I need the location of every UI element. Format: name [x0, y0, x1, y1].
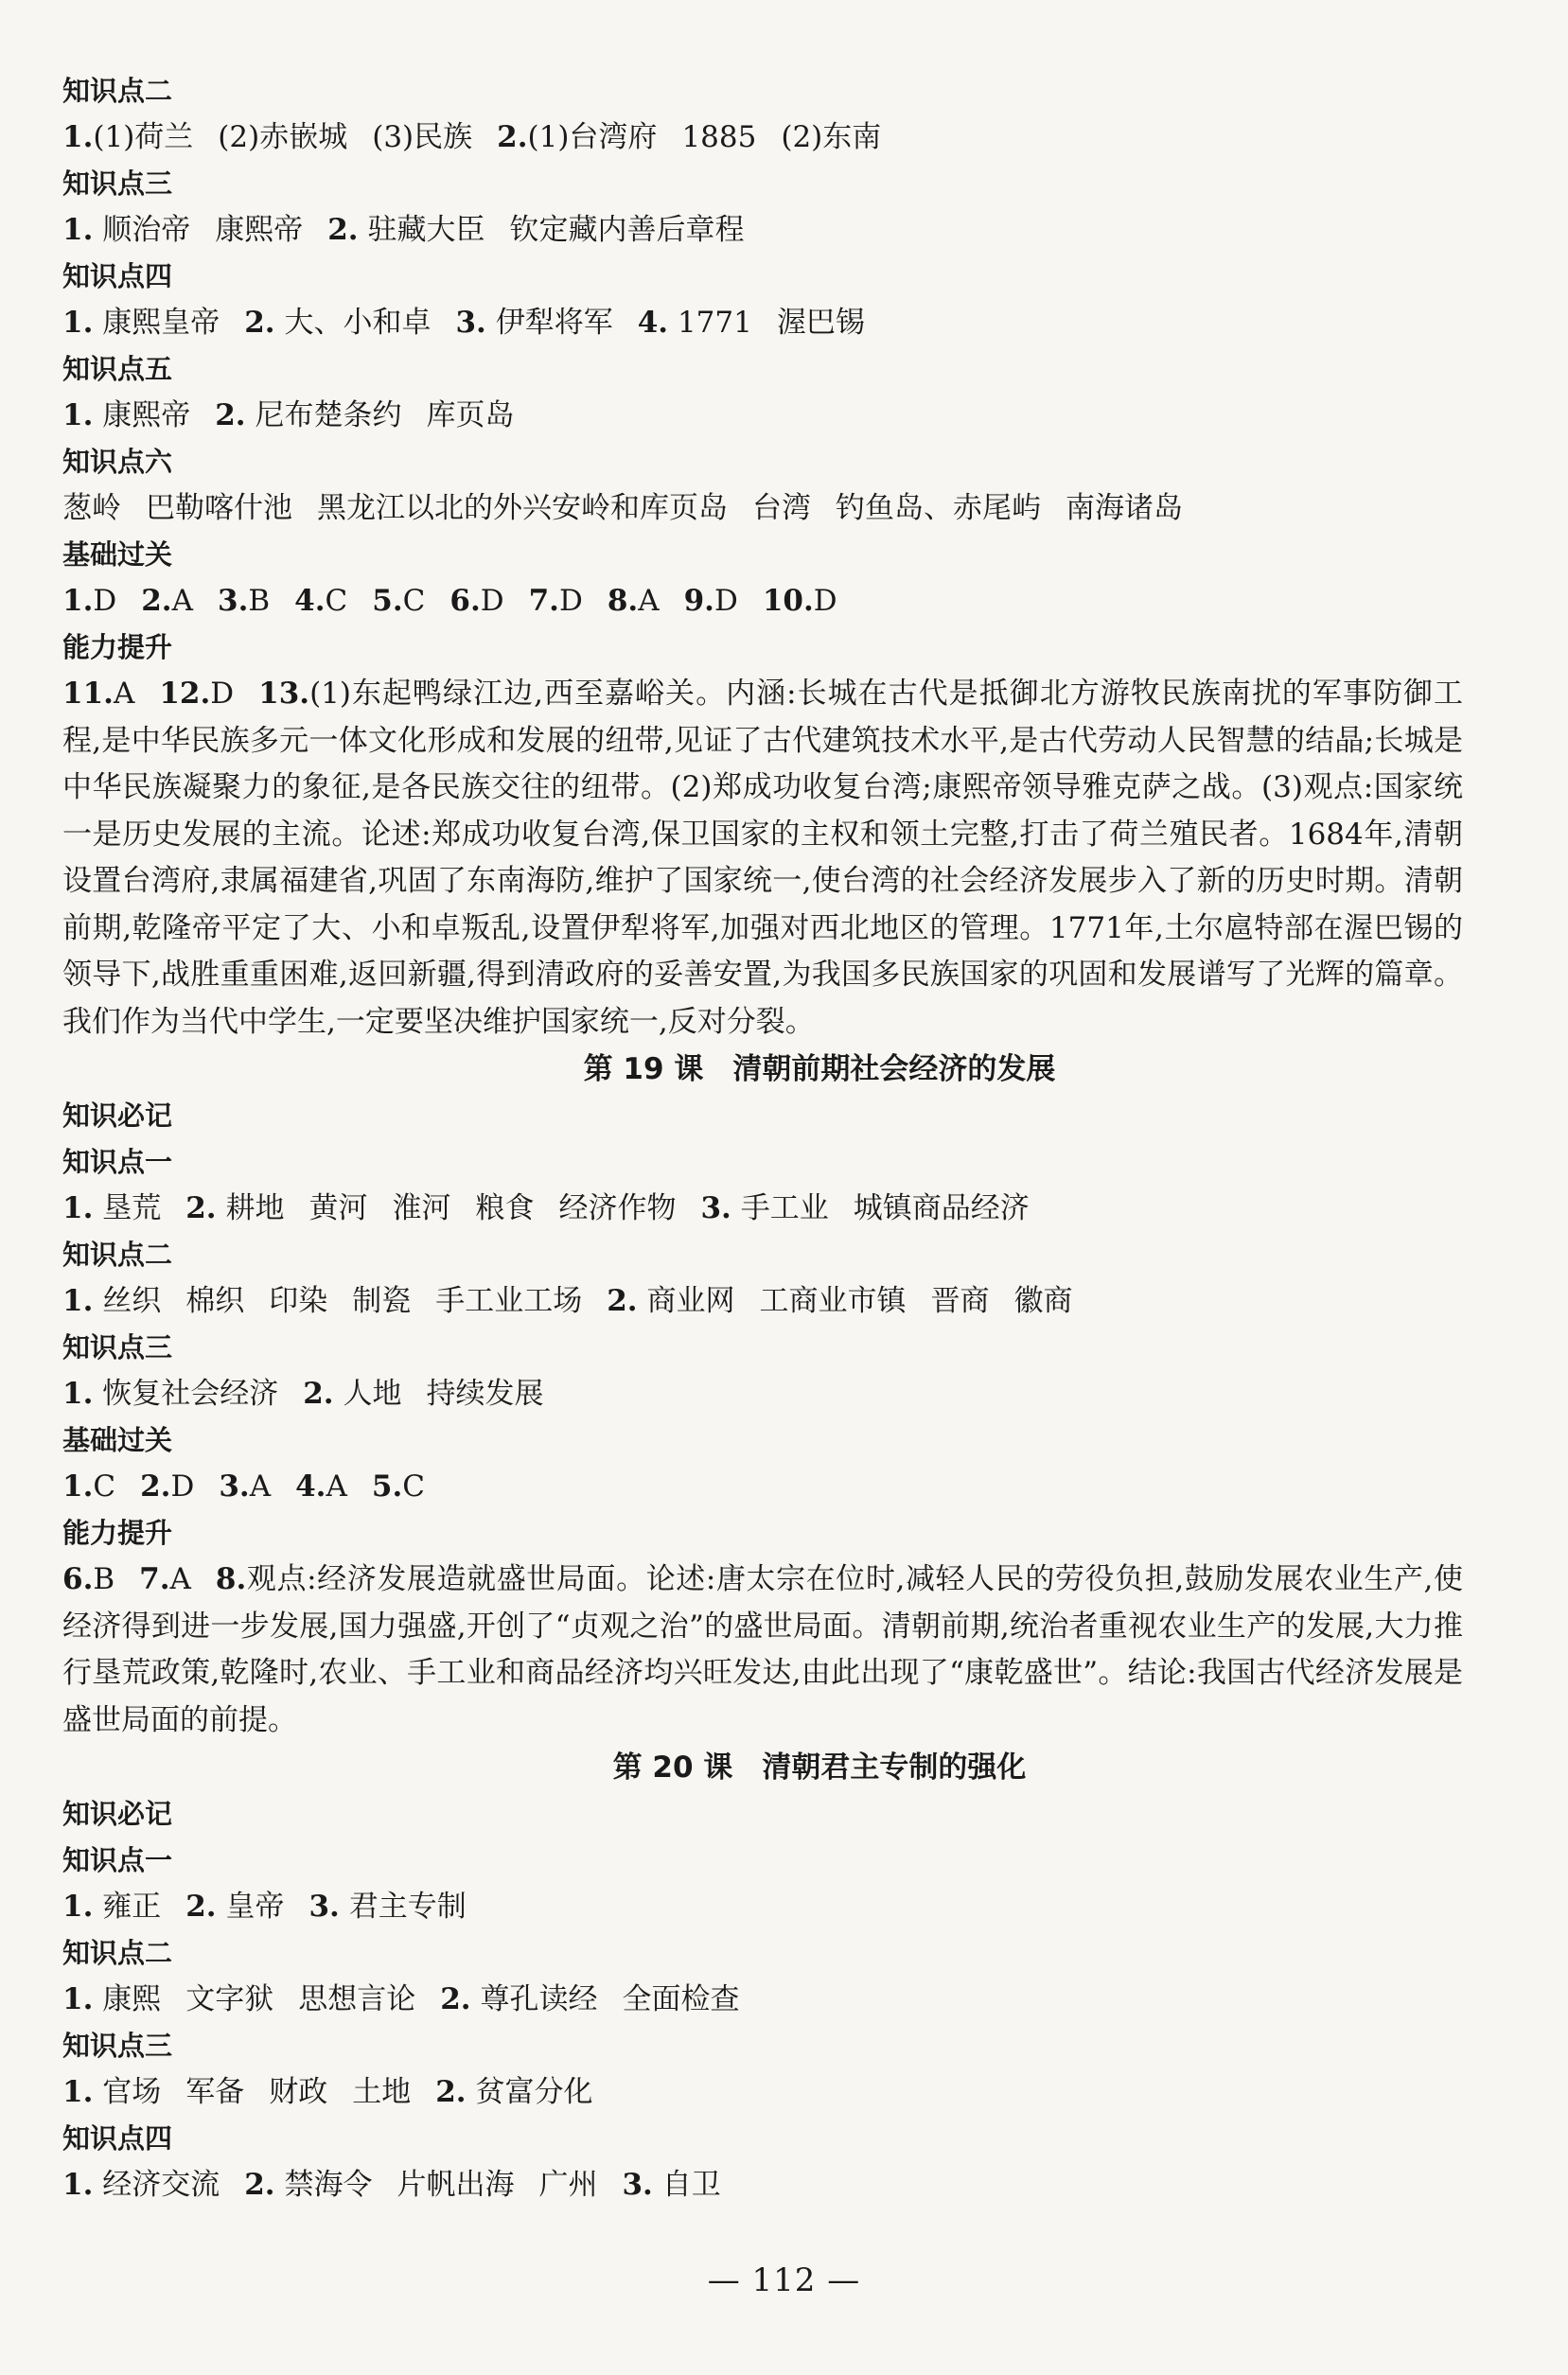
heading-knowledge-point-3: 知识点三 [62, 2030, 173, 2062]
answer-row [62, 2069, 1463, 2116]
answer-paragraph [62, 671, 1463, 1046]
essay-answer: 观点:经济发展造就盛世局面。论述:唐太宗在位时,减轻人民的劳役负担,鼓励发展农业生产,使经济得到进一步发展,国力强盛,开创了“贞观之治”的盛世局面。清朝前期,统治者重视农业生产的发展,大力推行垦荒政策,乾隆时,农业、手工业和商品经济均兴旺发达,由此出现了“康乾盛世”。结论:我国古代经济发展是盛世局面的前提。 [62, 1562, 1463, 1737]
answer-row [62, 1186, 1463, 1232]
heading-knowledge-point-2: 知识点二 [62, 1239, 173, 1271]
heading-ability-improve: 能力提升 [62, 631, 173, 663]
mc-answer: A [113, 677, 135, 711]
answer: 库页岛 [426, 398, 515, 432]
answer: 顺治帝 [102, 213, 191, 247]
answer: 恢复社会经济 [102, 1377, 279, 1411]
q-number: 4. [637, 306, 669, 340]
mc-answer: D [210, 677, 235, 711]
mc-answer: D [813, 584, 837, 618]
answer: (2)赤嵌城 [218, 120, 348, 154]
q-number: 3. [622, 2168, 653, 2202]
q-number: 7. [139, 1562, 170, 1596]
answer: 1885 [681, 120, 757, 154]
answer: 贫富分化 [475, 2075, 593, 2109]
heading-knowledge-point-2: 知识点二 [62, 75, 173, 107]
q-number: 2. [185, 1890, 217, 1924]
q-number: 1. [62, 306, 94, 340]
answer: 康熙 [102, 1982, 162, 2016]
answer: 君主专制 [348, 1890, 467, 1924]
answer: 持续发展 [426, 1377, 544, 1411]
q-number: 4. [295, 1469, 326, 1504]
q-number: 1. [62, 1469, 94, 1504]
heading-basic-check: 基础过关 [62, 538, 173, 571]
mc-answer: B [248, 584, 271, 618]
q-number: 5. [371, 1469, 403, 1504]
answer: 印染 [269, 1284, 328, 1318]
answer: 工商业市镇 [759, 1284, 907, 1318]
mc-answer: D [480, 584, 504, 618]
answer: 钦定藏内善后章程 [509, 213, 745, 247]
answer: 耕地 [225, 1191, 285, 1225]
answer: 土地 [352, 2075, 412, 2109]
mc-answer: A [326, 1469, 347, 1504]
q-number: 13. [258, 677, 310, 711]
answer: 经济交流 [102, 2168, 220, 2202]
q-number: 1. [62, 1982, 94, 2016]
heading-knowledge-point-2: 知识点二 [62, 1937, 173, 1969]
q-number: 6. [62, 1562, 94, 1596]
answer: 制瓷 [352, 1284, 412, 1318]
answer: 葱岭 [62, 491, 121, 525]
q-number: 2. [607, 1284, 638, 1318]
answer: 官场 [102, 2075, 162, 2109]
q-number: 2. [140, 1469, 171, 1504]
answer: 丝织 [102, 1284, 162, 1318]
mc-answer: A [171, 584, 193, 618]
q-number: 11. [62, 677, 114, 711]
heading-knowledge-point-1: 知识点一 [62, 1844, 173, 1876]
mc-answer: C [325, 584, 348, 618]
heading-knowledge-point-4: 知识点四 [62, 2122, 173, 2155]
answer: 康熙皇帝 [102, 306, 220, 340]
q-number: 3. [308, 1890, 340, 1924]
answer: 渥巴锡 [776, 306, 865, 340]
q-number: 3. [218, 584, 249, 618]
answer: 文字狱 [185, 1982, 274, 2016]
answer: 雍正 [102, 1890, 162, 1924]
answer: 手工业工场 [435, 1284, 583, 1318]
answer: (3)民族 [372, 120, 473, 154]
answer: 片帆出海 [396, 2168, 515, 2202]
answer: 黑龙江以北的外兴安岭和库页岛 [317, 491, 728, 525]
page-number: — 112 — [707, 2261, 861, 2299]
q-number: 1. [62, 120, 94, 154]
answer: 皇帝 [225, 1890, 285, 1924]
q-number: 1. [62, 2168, 94, 2202]
answer: 台湾 [752, 491, 811, 525]
q-number: 9. [683, 584, 714, 618]
answer: 钓鱼岛、赤尾屿 [836, 491, 1041, 525]
answer-row [62, 1371, 1463, 1417]
answer: (1)荷兰 [93, 120, 194, 154]
mc-answer: D [170, 1469, 195, 1504]
answer: 驻藏大臣 [367, 213, 485, 247]
answer: 棉织 [185, 1284, 245, 1318]
q-number: 8. [215, 1562, 247, 1596]
heading-knowledge-point-3: 知识点三 [62, 1331, 173, 1363]
answer: 黄河 [308, 1191, 368, 1225]
answer: 粮食 [475, 1191, 535, 1225]
answer: 广州 [538, 2168, 598, 2202]
answer: 全面检查 [622, 1982, 740, 2016]
answer-paragraph [62, 1557, 1463, 1744]
heading-must-know: 知识必记 [62, 1100, 173, 1132]
answer: 1771 [677, 306, 752, 340]
answer: 康熙帝 [102, 398, 191, 432]
answer: 经济作物 [558, 1191, 677, 1225]
answer: 大、小和卓 [284, 306, 432, 340]
q-number: 12. [159, 677, 211, 711]
q-number: 2. [440, 1982, 471, 2016]
heading-basic-check: 基础过关 [62, 1424, 173, 1456]
q-number: 1. [62, 2075, 94, 2109]
answer: 垦荒 [102, 1191, 162, 1225]
q-number: 1. [62, 1191, 94, 1225]
answer: (1)台湾府 [527, 120, 658, 154]
q-number: 3. [455, 306, 486, 340]
answer: 巴勒喀什池 [146, 491, 292, 525]
answer: 康熙帝 [215, 213, 304, 247]
answer-row [62, 300, 1463, 346]
mc-answer-row [62, 578, 1463, 625]
q-number: 10. [762, 584, 814, 618]
essay-answer: (1)东起鸭绿江边,西至嘉峪关。内涵:长城在古代是抵御北方游牧民族南扰的军事防御工程,是中华民族多元一体文化形成和发展的纽带,见证了古代建筑技术水平,是古代劳动人民智慧的结晶;长城是中华民族凝聚力的象征,是各民族交往的纽带。(2)郑成功收复台湾;康熙帝领导雅克萨之战。(3)观点:国家统一是历史发展的主流。论述:郑成功收复台湾,保卫国家的主权和领土完整,打击了荷兰殖民者。1684年,清朝设置台湾府,隶属福建省,巩固了东南海防,维护了国家统一,使台湾的社会经济发展步入了新的历史时期。清朝前期,乾隆帝平定了大、小和卓叛乱,设置伊犁将军,加强对西北地区的管理。1771年,土尔扈特部在渥巴锡的领导下,战胜重重困难,返回新疆,得到清政府的妥善安置,为我国多民族国家的巩固和发展谱写了光辉的篇章。我们作为当代中学生,一定要坚决维护国家统一,反对分裂。 [62, 677, 1463, 1039]
answer: 思想言论 [298, 1982, 416, 2016]
answer: 伊犁将军 [495, 306, 613, 340]
answer: 尊孔读经 [480, 1982, 598, 2016]
answer-row [62, 114, 1463, 161]
answer: 商业网 [646, 1284, 735, 1318]
answer: 南海诸岛 [1066, 491, 1183, 525]
q-number: 1. [62, 1890, 94, 1924]
q-number: 2. [185, 1191, 217, 1225]
q-number: 4. [294, 584, 326, 618]
answer-row [62, 1884, 1463, 1930]
heading-ability-improve: 能力提升 [62, 1517, 173, 1549]
q-number: 1. [62, 213, 94, 247]
mc-answer: D [714, 584, 738, 618]
answer: 城镇商品经济 [853, 1191, 1030, 1225]
answer: 军备 [185, 2075, 245, 2109]
q-number: 1. [62, 398, 94, 432]
answer: (2)东南 [781, 120, 882, 154]
mc-answer-row [62, 1464, 1463, 1510]
heading-knowledge-point-3: 知识点三 [62, 167, 173, 200]
heading-knowledge-point-5: 知识点五 [62, 353, 173, 385]
mc-answer: C [402, 1469, 425, 1504]
answer: 手工业 [740, 1191, 829, 1225]
mc-answer: C [93, 1469, 116, 1504]
answer-row [62, 393, 1463, 439]
q-number: 2. [141, 584, 172, 618]
q-number: 2. [303, 1377, 334, 1411]
answer: 晋商 [930, 1284, 990, 1318]
heading-must-know: 知识必记 [62, 1798, 173, 1830]
q-number: 1. [62, 1377, 94, 1411]
mc-answer: A [638, 584, 660, 618]
q-number: 2. [244, 2168, 275, 2202]
q-number: 3. [700, 1191, 731, 1225]
heading-knowledge-point-1: 知识点一 [62, 1146, 173, 1178]
q-number: 5. [372, 584, 403, 618]
answer-row [62, 1977, 1463, 2023]
answer: 自卫 [661, 2168, 721, 2202]
mc-answer: C [402, 584, 426, 618]
mc-answer: D [93, 584, 117, 618]
lesson-19-title: 第 19 课 清朝前期社会经济的发展 [583, 1052, 1056, 1086]
answer: 财政 [269, 2075, 328, 2109]
q-number: 2. [244, 306, 275, 340]
answer-row [62, 1278, 1463, 1325]
answer-row [62, 207, 1463, 254]
q-number: 8. [607, 584, 639, 618]
lesson-20-title: 第 20 课 清朝君主专制的强化 [612, 1750, 1027, 1785]
mc-answer: D [558, 584, 583, 618]
page-content [62, 68, 1463, 2208]
answer: 徽商 [1013, 1284, 1073, 1318]
q-number: 2. [497, 120, 528, 154]
q-number: 2. [435, 2075, 467, 2109]
mc-answer: A [249, 1469, 272, 1504]
answer-row [62, 2162, 1463, 2208]
q-number: 1. [62, 584, 94, 618]
q-number: 3. [219, 1469, 250, 1504]
mc-answer: B [93, 1562, 115, 1596]
heading-knowledge-point-6: 知识点六 [62, 446, 173, 478]
q-number: 6. [449, 584, 481, 618]
q-number: 2. [215, 398, 246, 432]
answer: 尼布楚条约 [255, 398, 402, 432]
q-number: 7. [528, 584, 559, 618]
answer: 人地 [343, 1377, 402, 1411]
answer: 淮河 [392, 1191, 451, 1225]
q-number: 1. [62, 1284, 94, 1318]
q-number: 2. [327, 213, 359, 247]
heading-knowledge-point-4: 知识点四 [62, 260, 173, 292]
answer-row [62, 485, 1463, 532]
answer: 禁海令 [284, 2168, 373, 2202]
mc-answer: A [169, 1562, 191, 1596]
